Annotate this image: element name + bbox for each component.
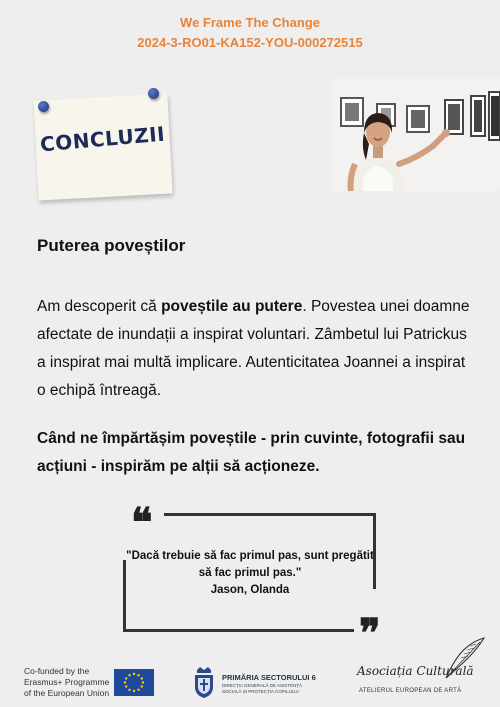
call-to-action-paragraph: Când ne împărtășim poveștile - prin cuvinte, fotografii sau acțiuni - inspirăm pe alții să acționeze. [37,430,466,475]
quill-feather-icon [440,636,486,682]
quote-author: Jason, Olanda [210,584,290,596]
open-quote-icon: ❝ [131,499,153,546]
quote-frame-bottom [123,629,354,632]
asociatia-logo-text: Asociația Culturală [357,664,474,678]
project-header [0,13,500,53]
eu-credit-line: Erasmus+ Programme [24,677,110,687]
quote-text: "Dacă trebuie să fac primul pas, sunt pregătit să fac primul pas." [126,550,374,579]
paragraph-text-before: Am descoperit că [37,298,162,315]
coat-of-arms-icon [192,667,216,699]
project-code: 2024-3-RO01-KA152-YOU-000272515 [137,35,363,50]
conclusion-paragraph [37,293,477,405]
primaria-subtitle: DIRECȚIA GENERALĂ DE ASISTENȚĂ SOCIALĂ ȘI PROTECȚIA COPILULUI [222,683,303,694]
eu-credit-line: of the European Union [24,688,110,698]
erasmus-credit [24,666,109,699]
sticky-note [33,94,172,201]
project-title: We Frame The Change [180,15,320,30]
paragraph-text-after: . Povestea unei doamne afectate de inundații a inspirat voluntari. Zâmbetul lui Patrickus a inspirat mai multă implicare. Autenticitatea Joannei a inspirat o echipă întreagă. [37,298,470,399]
eu-credit-line: Co-funded by the [24,666,90,676]
pin-icon [148,88,159,99]
pin-icon [38,101,49,112]
primaria-title: PRIMĂRIA SECTORULUI 6 [222,673,316,682]
paragraph-emphasis: poveștile au putere [161,298,303,315]
quote-block [125,548,375,599]
close-quote-icon: ❞ [359,610,381,657]
woman-in-gallery-image [333,78,500,191]
note-label: CONCLUZII [39,121,167,157]
atelier-label: ATELIERUL EUROPEAN DE ARTĂ [359,688,462,694]
section-title: Puterea poveștilor [37,236,186,255]
quote-frame-top [164,513,376,516]
gallery-photo [333,78,500,191]
eu-flag-icon [114,669,154,696]
